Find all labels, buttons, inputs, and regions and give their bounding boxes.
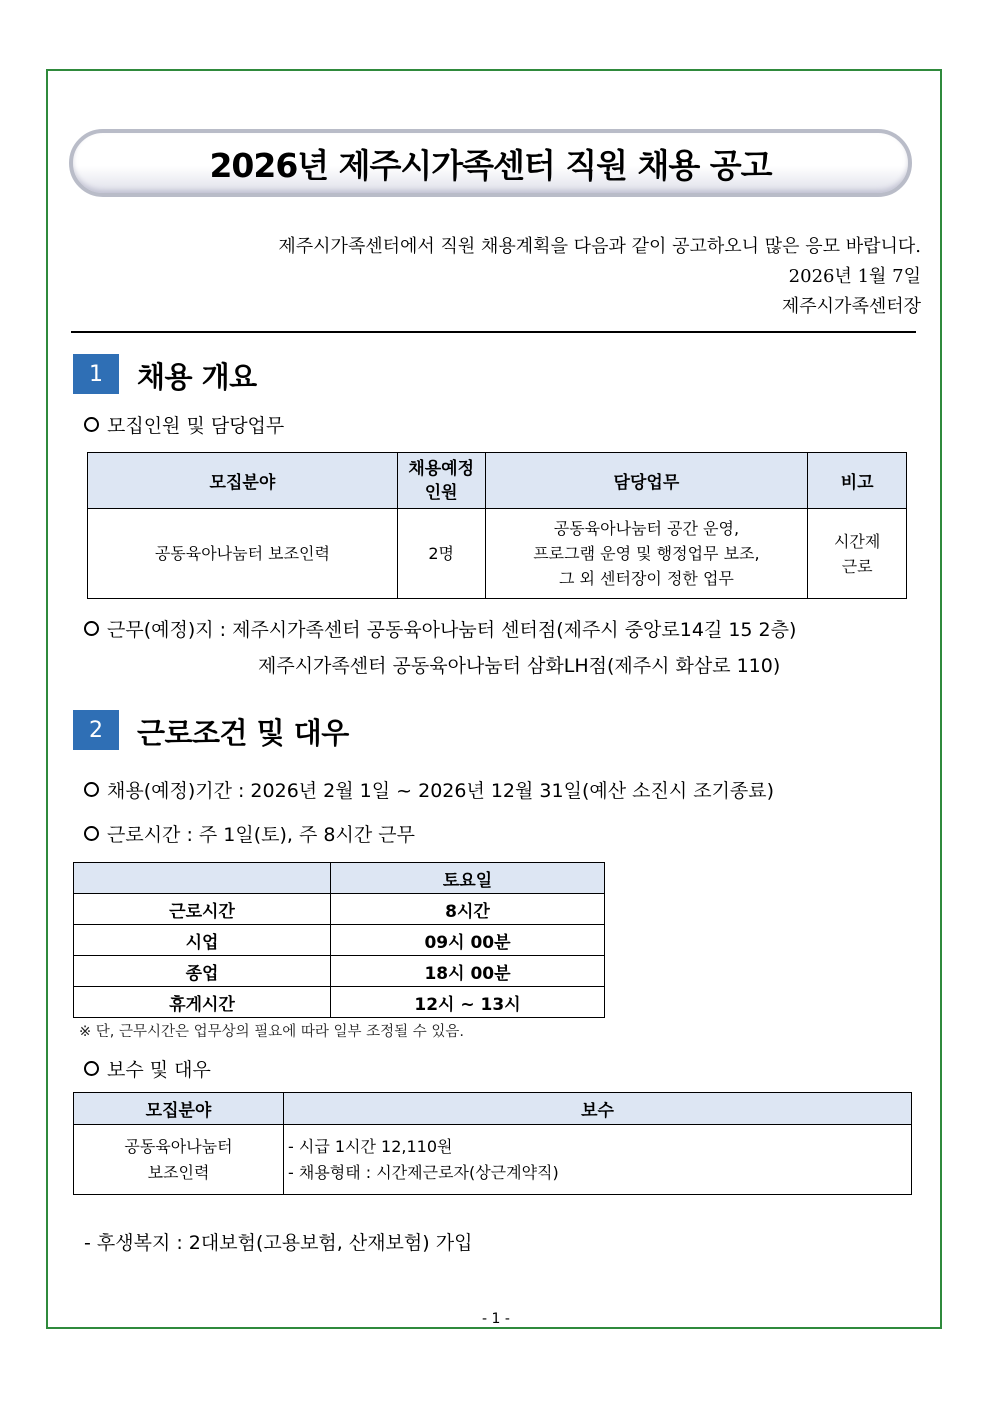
- schedule-header-empty: [74, 863, 331, 894]
- note-line-2: 근로: [841, 556, 873, 576]
- table-row: [74, 987, 605, 1018]
- title-banner: [69, 129, 912, 197]
- schedule-value: 8시간: [331, 894, 605, 925]
- section-1-title: 채용 개요: [137, 360, 257, 394]
- pay-line-1: - 시급 1시간 12,110원: [288, 1136, 453, 1156]
- welfare-text: - 후생복지 : 2대보험(고용보험, 산재보험) 가입: [84, 1232, 473, 1254]
- duty-line-3: 그 외 센터장이 정한 업무: [558, 569, 734, 588]
- pay-line-2: - 채용형태 : 시간제근로자(상근계약직): [288, 1162, 559, 1182]
- schedule-label: 휴게시간: [74, 987, 331, 1018]
- hours-text: 근로시간 : 주 1일(토), 주 8시간 근무: [107, 824, 415, 846]
- header-note: 비고: [808, 453, 907, 509]
- workplace-2: 제주시가족센터 공동육아나눔터 삼화LH점(제주시 화삼로 110): [258, 655, 781, 677]
- cell-field: 공동육아나눔터 보조인력: [88, 509, 398, 599]
- cell-count: 2명: [397, 509, 485, 599]
- period-text: 채용(예정)기간 : 2026년 2월 1일 ~ 2026년 12월 31일(예산 소진시 조기종료): [107, 780, 775, 802]
- schedule-label: 시업: [74, 925, 331, 956]
- circle-bullet-icon: [84, 417, 99, 432]
- pay-field-cell: [74, 1125, 284, 1195]
- bullet-period: [84, 776, 774, 803]
- pay-header-pay: 보수: [284, 1093, 912, 1125]
- circle-bullet-icon: [84, 621, 99, 636]
- bullet-workplace: [84, 615, 796, 642]
- header-duty: 담당업무: [485, 453, 808, 509]
- circle-bullet-icon: [84, 1061, 99, 1076]
- section-2-title: 근로조건 및 대우: [137, 716, 349, 750]
- workplace-1: 제주시가족센터 공동육아나눔터 센터점(제주시 중앙로14길 15 2층): [232, 619, 797, 641]
- recruit-table: [87, 452, 907, 599]
- duty-line-1: 공동육아나눔터 공간 운영,: [553, 519, 740, 538]
- page-number: - 1 -: [482, 1311, 510, 1327]
- header-count: 채용예정 인원: [397, 453, 485, 509]
- bullet-hours: [84, 820, 415, 847]
- pay-table: [73, 1092, 912, 1195]
- table-row: [74, 925, 605, 956]
- cell-note: [808, 509, 907, 599]
- cell-duty: [485, 509, 808, 599]
- pay-bullet-text: 보수 및 대우: [107, 1059, 211, 1081]
- schedule-value: 18시 00분: [331, 956, 605, 987]
- table-row: [74, 1125, 912, 1195]
- schedule-value: 12시 ~ 13시: [331, 987, 605, 1018]
- pay-field-line-2: 보조인력: [147, 1162, 210, 1182]
- circle-bullet-icon: [84, 782, 99, 797]
- section-1-number: 1: [73, 354, 119, 394]
- pay-detail-cell: [284, 1125, 912, 1195]
- bullet-recruit-text: 모집인원 및 담당업무: [107, 415, 285, 437]
- circle-bullet-icon: [84, 826, 99, 841]
- intro-issuer: 제주시가족센터장: [781, 296, 921, 317]
- pay-field-line-1: 공동육아나눔터: [124, 1136, 233, 1156]
- header-field: 모집분야: [88, 453, 398, 509]
- schedule-table: [73, 862, 605, 1018]
- section-2-number: 2: [73, 710, 119, 750]
- schedule-label: 근로시간: [74, 894, 331, 925]
- schedule-note: ※ 단, 근무시간은 업무상의 필요에 따라 일부 조정될 수 있음.: [79, 1024, 465, 1040]
- table-row: [74, 956, 605, 987]
- table-row: [88, 509, 907, 599]
- pay-header-field: 모집분야: [74, 1093, 284, 1125]
- bullet-recruit: [84, 411, 284, 438]
- schedule-value: 09시 00분: [331, 925, 605, 956]
- schedule-label: 종업: [74, 956, 331, 987]
- schedule-header-day: 토요일: [331, 863, 605, 894]
- intro-text: 제주시가족센터에서 직원 채용계획을 다음과 같이 공고하오니 많은 응모 바랍니다.: [278, 236, 921, 257]
- divider: [71, 331, 916, 333]
- duty-line-2: 프로그램 운영 및 행정업무 보조,: [533, 544, 760, 563]
- intro-date: 2026년 1월 7일: [788, 266, 921, 287]
- page-title: 2026년 제주시가족센터 직원 채용 공고: [209, 145, 772, 185]
- table-row: [74, 894, 605, 925]
- note-line-1: 시간제: [833, 531, 881, 551]
- workplace-label: 근무(예정)지 :: [107, 619, 227, 641]
- bullet-pay: [84, 1055, 211, 1082]
